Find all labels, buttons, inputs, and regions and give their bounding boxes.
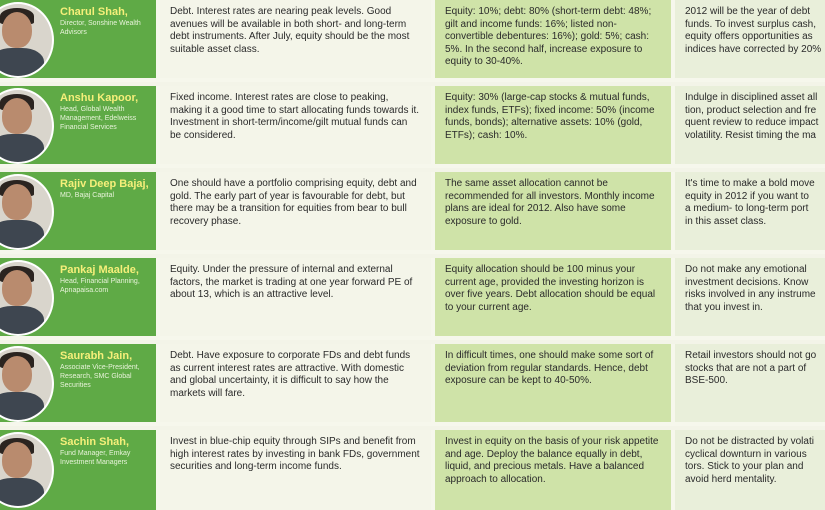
person-cell: [0, 258, 160, 336]
tip-line: It's time to make a bold move: [685, 178, 815, 189]
tip-line: tion, product selection and fre: [685, 104, 817, 116]
tip-line: stocks that are not a part of: [685, 362, 807, 374]
allocation-cell: Invest in equity on the basis of your risk appetite and age. Deploy the balance equally in debt, liquid, and precious metals. Have a balanced approach to allocation.: [435, 430, 675, 510]
person-title: Fund Manager, Emkay Investment Managers: [60, 450, 131, 466]
view-cell: One should have a portfolio comprising equity, debt and gold. The early part of year is favourable for debt, but there may be a transition for equities from bear to bull recovery phase.: [160, 172, 435, 250]
tip-line: volatility. Resist timing the ma: [685, 129, 816, 141]
tip-cell: [675, 0, 825, 78]
tip-line: Indulge in disciplined asset all: [685, 92, 818, 103]
portrait-photo: [0, 260, 54, 336]
person-cell: [0, 430, 160, 510]
table-row: [0, 172, 825, 254]
table-row: [0, 0, 825, 82]
tip-cell: [675, 258, 825, 336]
tip-line: quent review to reduce impact: [685, 117, 819, 128]
tip-line: in this asset class.: [685, 215, 767, 227]
view-cell: Invest in blue-chip equity through SIPs and benefit from high interest rates by investing in bank FDs, government securities and long-term income funds.: [160, 430, 435, 510]
portrait-photo: [0, 2, 54, 78]
tip-line: funds. To invest surplus cash,: [685, 18, 816, 30]
tip-line: Do not be distracted by volati: [685, 436, 814, 447]
table-row: [0, 344, 825, 426]
person-name: Saurabh Jain,: [60, 350, 133, 362]
tip-line: a medium- to long-term port: [685, 203, 809, 214]
person-title: Head, Financial Planning, Apnapaisa.com: [60, 278, 140, 294]
person-cell: [0, 86, 160, 164]
tip-line: cyclical downturn in various: [685, 448, 807, 460]
tip-line: that you invest in.: [685, 301, 763, 313]
person-name: Charul Shah,: [60, 6, 128, 18]
tip-line: equity offers opportunities as: [685, 31, 813, 42]
allocation-cell: Equity allocation should be 100 minus your current age, provided the investing horizon is over five years. Debt allocation should be equal to your current age.: [435, 258, 675, 336]
person-title: Head, Global Wealth Management, Edelweiss Financial Services: [60, 106, 137, 131]
tip-cell: [675, 430, 825, 510]
person-cell: [0, 172, 160, 250]
view-cell: Fixed income. Interest rates are close to peaking, making it a good time to start allocating funds towards it. Investment in short-term/income/gilt mutual funds can be considered.: [160, 86, 435, 164]
person-title: Director, Sonshine Wealth Advisors: [60, 20, 141, 36]
tip-cell: [675, 172, 825, 250]
table-row: [0, 430, 825, 510]
portrait-photo: [0, 174, 54, 250]
view-cell: Debt. Interest rates are nearing peak levels. Good avenues will be available in both short- and long-term debt instruments. After July, equity should be the most suitable asset class.: [160, 0, 435, 78]
allocation-cell: Equity: 10%; debt: 80% (short-term debt: 48%; gilt and income funds: 16%; listed non-convertible debentures: 16%); gold: 5%; cash: 5%. In the second half, increase exposure to equity to 30-40%.: [435, 0, 675, 78]
person-name: Anshu Kapoor,: [60, 92, 139, 104]
tip-line: BSE-500.: [685, 375, 728, 386]
tip-line: equity in 2012 if you want to: [685, 190, 809, 202]
person-name: Rajiv Deep Bajaj,: [60, 178, 149, 190]
person-name: Pankaj Maalde,: [60, 264, 139, 276]
tip-line: indices have corrected by 20%: [685, 43, 822, 55]
portrait-photo: [0, 346, 54, 422]
tip-line: Do not make any emotional: [685, 264, 807, 275]
view-cell: Debt. Have exposure to corporate FDs and debt funds as current interest rates are attractive. With domestic and global uncertainty, it is difficult to say how the markets will fare.: [160, 344, 435, 422]
person-title: MD, Bajaj Capital: [60, 192, 115, 199]
view-cell: Equity. Under the pressure of internal and external factors, the market is trading at one year forward PE of about 13, which is an attractive level.: [160, 258, 435, 336]
person-cell: [0, 0, 160, 78]
tip-line: tors. Stick to your plan and: [685, 461, 804, 472]
tip-line: Retail investors should not go: [685, 350, 817, 361]
portrait-photo: [0, 432, 54, 508]
tip-line: investment decisions. Know: [685, 276, 809, 288]
person-title: Associate Vice-President, Research, SMC Global Securities: [60, 364, 140, 389]
allocation-cell: The same asset allocation cannot be recommended for all investors. Monthly income plans are ideal for 2012. Also have some exposure to gold.: [435, 172, 675, 250]
allocation-cell: Equity: 30% (large-cap stocks & mutual funds, index funds, ETFs); fixed income: 50% (income funds, bonds); alternative assets: 10% (gold, ETFs); cash: 10%.: [435, 86, 675, 164]
tip-cell: [675, 344, 825, 422]
allocation-cell: In difficult times, one should make some sort of deviation from regular standards. Hence, debt exposure can be kept to 40-50%.: [435, 344, 675, 422]
table-row: [0, 86, 825, 168]
person-name: Sachin Shah,: [60, 436, 130, 448]
tip-cell: [675, 86, 825, 164]
table-row: [0, 258, 825, 340]
portrait-photo: [0, 88, 54, 164]
tip-line: risks involved in any instrume: [685, 289, 816, 300]
tip-line: 2012 will be the year of debt: [685, 6, 811, 17]
person-cell: [0, 344, 160, 422]
tip-line: avoid herd mentality.: [685, 473, 777, 485]
